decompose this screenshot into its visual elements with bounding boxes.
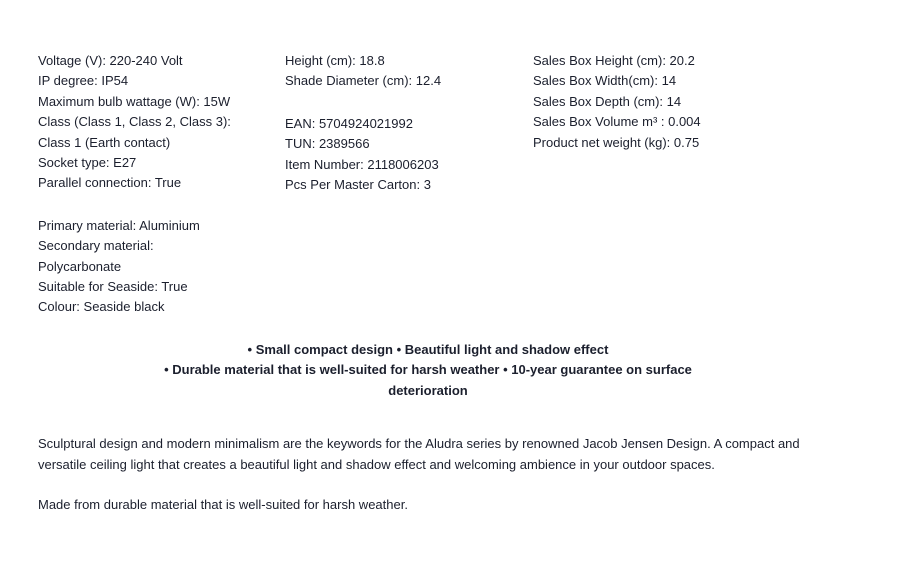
specs-column-dimensions <box>285 51 525 195</box>
feature-highlights <box>0 340 856 401</box>
spec-item-number: Item Number: 2118006203 <box>285 156 439 172</box>
spec-primary-material: Primary material: Aluminium <box>38 217 200 233</box>
spec-sales-box-height: Sales Box Height (cm): 20.2 <box>533 53 695 68</box>
spec-shade-diameter: Shade Diameter (cm): 12.4 <box>285 73 442 89</box>
specs-column-packaging <box>533 51 873 153</box>
spec-socket-type: Socket type: E27 <box>38 154 137 170</box>
spec-sales-box-depth: Sales Box Depth (cm): 14 <box>533 93 682 109</box>
highlight-line: deterioration <box>388 382 468 398</box>
spec-max-bulb-wattage: Maximum bulb wattage (W): 15W <box>38 93 231 109</box>
spec-parallel-connection: Parallel connection: True <box>38 175 182 191</box>
spec-product-net-weight: Product net weight (kg): 0.75 <box>533 134 700 150</box>
highlight-line: • Small compact design • Beautiful light and shadow effect <box>247 342 609 357</box>
spec-sales-box-volume: Sales Box Volume m³ : 0.004 <box>533 114 701 130</box>
spec-secondary-material-value: Polycarbonate <box>38 258 122 274</box>
spec-voltage: Voltage (V): 220-240 Volt <box>38 53 183 68</box>
spec-group-gap <box>38 194 278 216</box>
spec-ean: EAN: 5704924021992 <box>285 115 413 131</box>
spec-tun: TUN: 2389566 <box>285 136 370 152</box>
spec-colour: Colour: Seaside black <box>38 299 165 315</box>
spec-height: Height (cm): 18.8 <box>285 53 385 68</box>
highlight-line: • Durable material that is well-suited for harsh weather • 10-year guarantee on surface <box>164 362 692 378</box>
product-description: Sculptural design and modern minimalism are the keywords for the Aludra series by renowned Jacob Jensen Design. A compact and versatile ceiling light that creates a beautiful light and shadow effect and welcoming ambience in your outdoor spaces. <box>38 436 800 472</box>
product-material-note: Made from durable material that is well-suited for harsh weather. <box>38 497 408 512</box>
specs-column-electrical <box>38 51 278 318</box>
spec-sales-box-width: Sales Box Width(cm): 14 <box>533 73 677 89</box>
spec-ip-degree: IP degree: IP54 <box>38 73 129 89</box>
spec-suitable-for-seaside: Suitable for Seaside: True <box>38 278 188 294</box>
spec-secondary-material-label: Secondary material: <box>38 238 154 254</box>
spec-class-value: Class 1 (Earth contact) <box>38 134 171 150</box>
spec-group-gap <box>285 92 525 114</box>
spec-pcs-per-carton: Pcs Per Master Carton: 3 <box>285 176 431 192</box>
spec-class-label: Class (Class 1, Class 2, Class 3): <box>38 114 231 130</box>
